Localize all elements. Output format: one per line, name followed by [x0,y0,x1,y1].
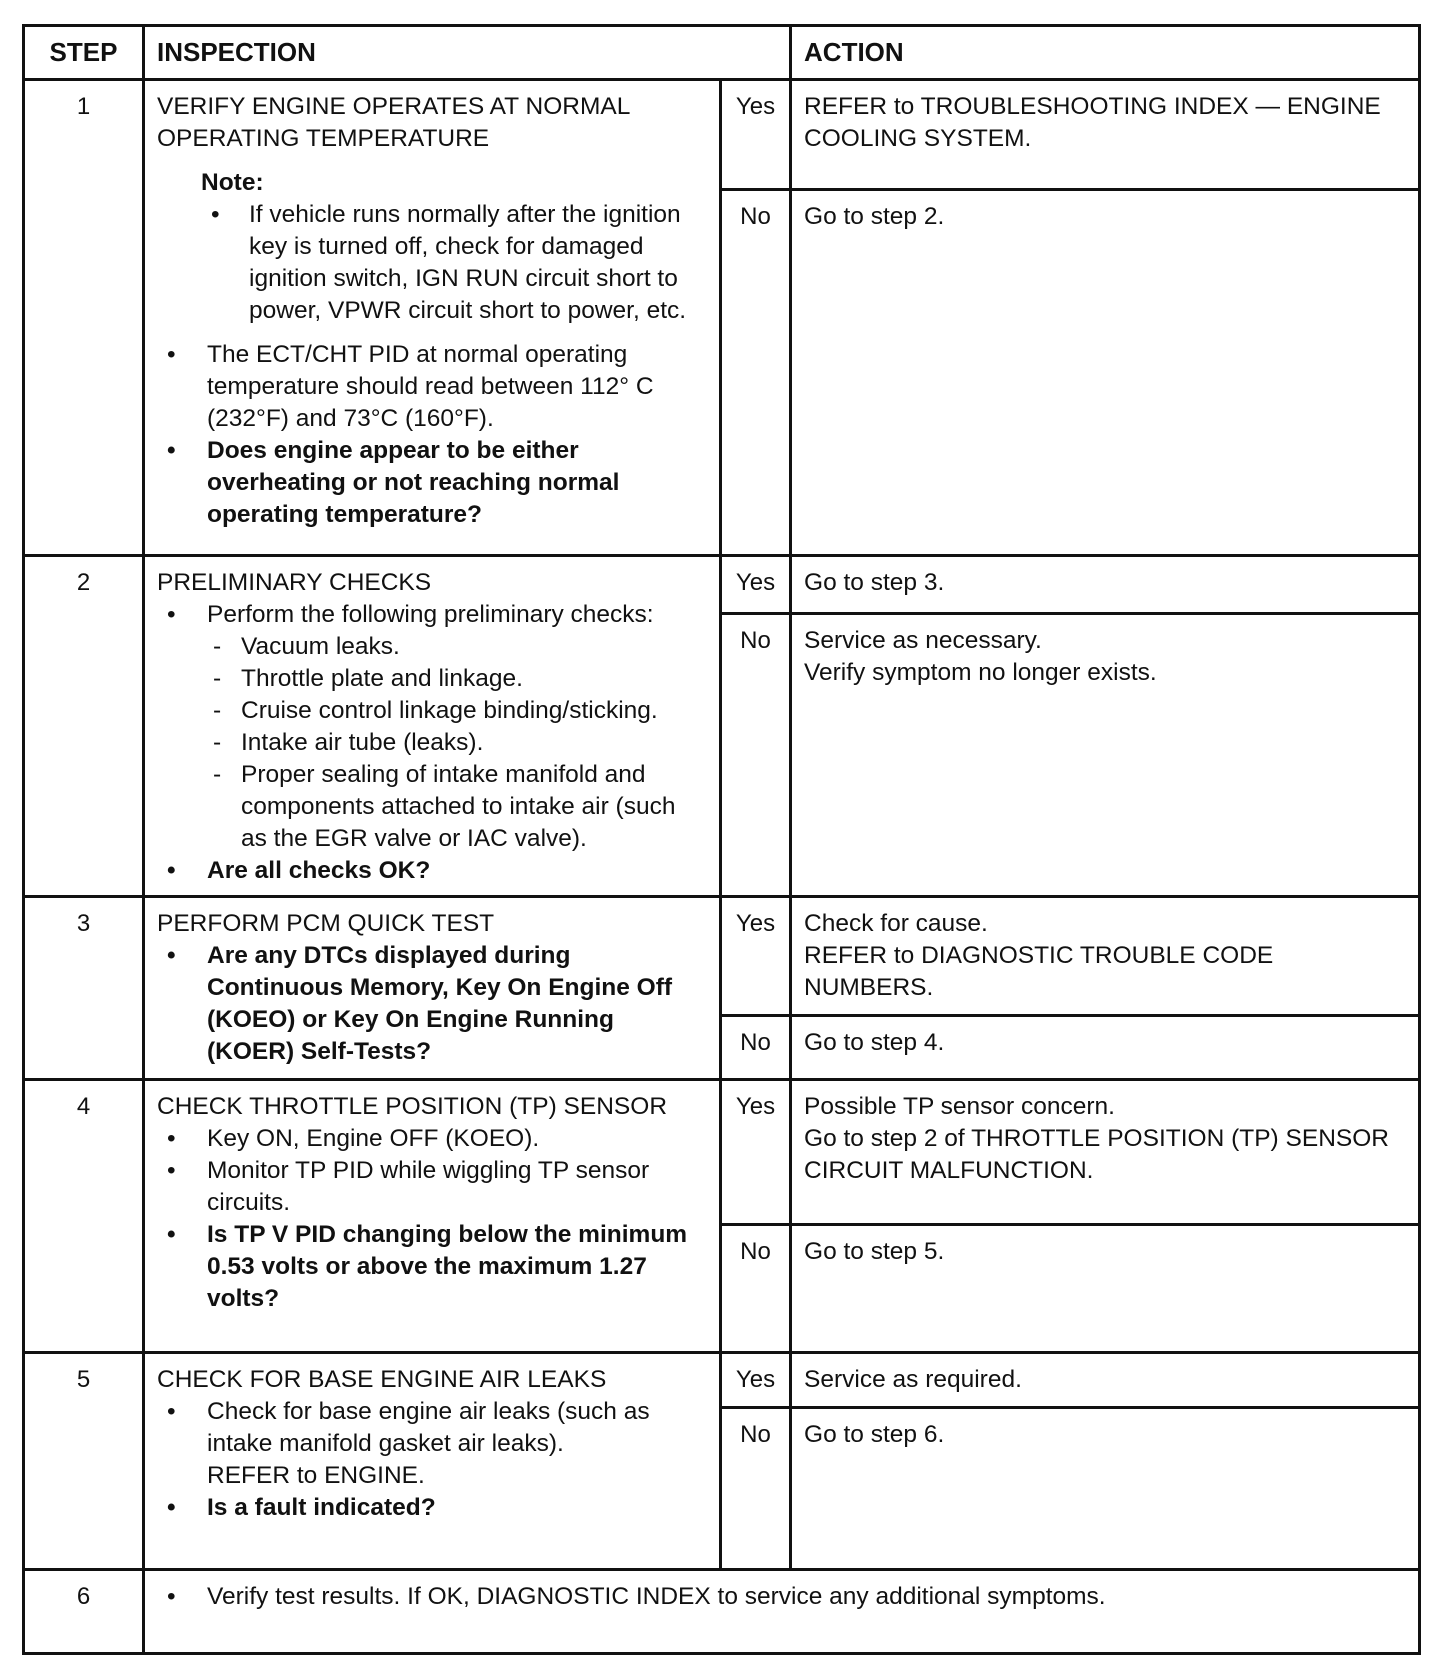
yes-action: Go to step 3. [791,556,1420,614]
no-action [791,613,1420,896]
yes-action: Service as required. [791,1353,1420,1408]
inspection-bullet: • Verify test results. If OK, DIAGNOSTIC INDEX to service any additional symptoms. [157,1581,1406,1613]
header-inspection: INSPECTION [144,26,791,80]
step-1-yes-row [24,80,1420,190]
no-label: No [721,1016,791,1080]
yes-label: Yes [721,1353,791,1408]
no-action: Go to step 4. [791,1016,1420,1080]
yes-action-line: Go to step 2 of THROTTLE POSITION (TP) SENSOR CIRCUIT MALFUNCTION. [804,1125,1389,1184]
no-action: Go to step 5. [791,1225,1420,1353]
yes-action-line: Possible TP sensor concern. [804,1093,1115,1120]
inspection-question: • Are all checks OK? [157,855,707,887]
yes-action-line: Check for cause. [804,910,988,937]
check-item: - Intake air tube (leaks). [157,727,707,759]
no-label: No [721,613,791,896]
yes-action [791,1080,1420,1225]
step-2-yes-row [24,556,1420,614]
yes-action: REFER to TROUBLESHOOTING INDEX — ENGINE COOLING SYSTEM. [791,80,1420,190]
no-action: Go to step 6. [791,1408,1420,1570]
step-5-yes-row [24,1353,1420,1408]
step-inspection [144,897,721,1080]
step-heading: PERFORM PCM QUICK TEST [157,910,495,937]
header-row [24,26,1420,80]
bullet-reference: REFER to ENGINE. [207,1462,425,1489]
bullet-text: • Check for base engine air leaks (such as intake manifold gasket air leaks). [207,1398,650,1457]
step-number: 3 [24,897,144,1080]
note-bullet: • If vehicle runs normally after the ignition key is turned off, check for damaged ignition switch, IGN RUN circuit short to power, VPWR circuit short to power, etc. [201,199,707,327]
yes-action [791,897,1420,1016]
no-label: No [721,1225,791,1353]
no-action-line: Verify symptom no longer exists. [804,658,1157,686]
no-action: Go to step 2. [791,190,1420,556]
step-inspection [144,556,721,897]
yes-label: Yes [721,1080,791,1225]
note-title: Note: [201,169,264,196]
step-inspection [144,1080,721,1353]
yes-label: Yes [721,556,791,614]
step-number: 6 [24,1570,144,1654]
inspection-bullet: • Monitor TP PID while wiggling TP sensor circuits. [157,1155,707,1219]
step-heading: PRELIMINARY CHECKS [157,569,432,596]
inspection-bullet: • The ECT/CHT PID at normal operating temperature should read between 112° C (232°F) and 73°C (160°F). [157,339,707,435]
step-3-yes-row [24,897,1420,1016]
step-number: 4 [24,1080,144,1353]
note-block [157,167,707,327]
step-heading: VERIFY ENGINE OPERATES AT NORMAL OPERATING TEMPERATURE [157,93,630,152]
step-6-row [24,1570,1420,1654]
inspection-question: • Does engine appear to be either overheating or not reaching normal operating temperature? [157,435,707,531]
inspection-question: • Is TP V PID changing below the minimum 0.53 volts or above the maximum 1.27 volts? [157,1219,707,1315]
check-item: - Proper sealing of intake manifold and components attached to intake air (such as the EGR valve or IAC valve). [157,759,707,855]
header-action: ACTION [791,26,1420,80]
step-heading: CHECK THROTTLE POSITION (TP) SENSOR [157,1093,668,1120]
check-item: - Cruise control linkage binding/sticking. [157,695,707,727]
no-action-line: Service as necessary. [804,626,1042,654]
header-step: STEP [24,26,144,80]
inspection-bullet: • Key ON, Engine OFF (KOEO). [157,1123,707,1155]
yes-action-line: REFER to DIAGNOSTIC TROUBLE CODE NUMBERS. [804,942,1274,1001]
yes-label: Yes [721,80,791,190]
step-inspection [144,1353,721,1570]
check-item: - Throttle plate and linkage. [157,663,707,695]
inspection-question: • Is a fault indicated? [157,1492,707,1524]
inspection-question: • Are any DTCs displayed during Continuous Memory, Key On Engine Off (KOEO) or Key On Engine Running (KOER) Self-Tests? [157,940,707,1068]
step-4-yes-row [24,1080,1420,1225]
step-inspection [144,1570,1420,1654]
step-heading: CHECK FOR BASE ENGINE AIR LEAKS [157,1366,607,1393]
step-number: 1 [24,80,144,556]
inspection-bullet: • Perform the following preliminary checks: [157,599,707,631]
inspection-bullet [157,1396,707,1492]
step-number: 2 [24,556,144,897]
check-item: - Vacuum leaks. [157,631,707,663]
no-label: No [721,1408,791,1570]
yes-label: Yes [721,897,791,1016]
no-label: No [721,190,791,556]
step-inspection [144,80,721,556]
diagnostic-table [22,24,1421,1655]
step-number: 5 [24,1353,144,1570]
